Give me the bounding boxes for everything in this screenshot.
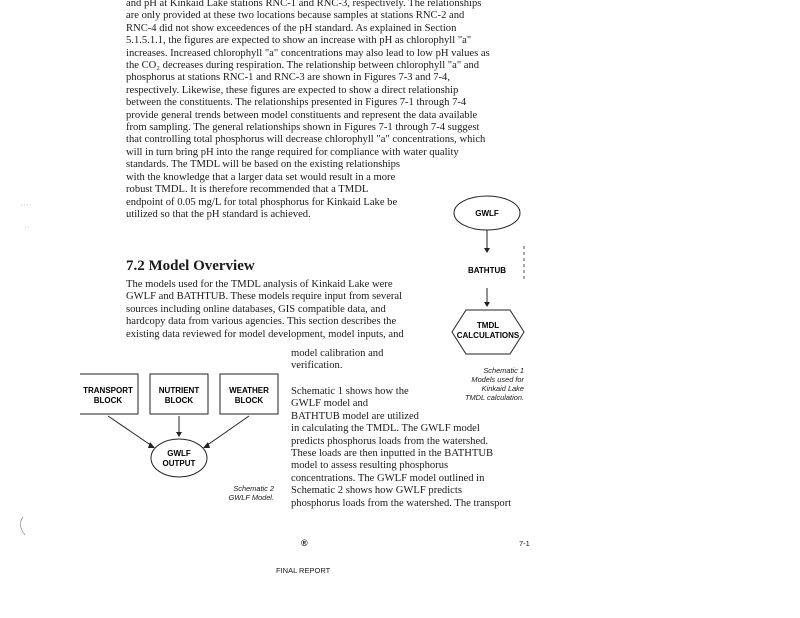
schematic-1-diagram — [430, 182, 540, 362]
gwlf-output-label-2: OUTPUT — [162, 459, 196, 468]
weather-block-label-2: BLOCK — [234, 396, 264, 405]
transport-block-label-2: BLOCK — [93, 396, 123, 405]
text-line: standards. The TMDL will be based on the existing relationships — [126, 159, 401, 171]
text-line: endpoint of 0.05 mg/L for total phosphorus for Kinkaid Lake be — [126, 196, 398, 208]
text-line: 5.1.5.1.1, the figures are expected to show an increase with pH as chlorophyll "a" — [126, 35, 472, 47]
text-line: from sampling. The general relationships shown in Figures 7-1 through 7-4 suggest — [126, 122, 480, 134]
section-paragraph-continued — [291, 348, 383, 373]
text-line: robust TMDL. It is therefore recommended that a TMDL — [126, 184, 369, 196]
transport-block-label-1: TRANSPORT — [83, 386, 133, 395]
report-label: FINAL REPORT — [276, 566, 331, 575]
arrowhead-icon — [176, 432, 182, 437]
caption-line: Schematic 2 — [233, 484, 274, 493]
caption-line: TMDL calculation. — [464, 393, 524, 402]
tmdl-node-label-2: CALCULATIONS — [456, 331, 520, 340]
text-line: predicts phosphorus loads from the watershed. — [291, 435, 489, 447]
text-line: will in turn bring pH into the range required for compliance with water quality — [126, 146, 459, 158]
scan-artifact — [15, 195, 45, 540]
arrow-weather-to-output — [206, 416, 249, 446]
page-number: 7-1 — [519, 539, 530, 548]
nutrient-block-label-2: BLOCK — [164, 396, 194, 405]
gwlf-output-shape — [151, 439, 207, 477]
text-line: existing data reviewed for model development, model inputs, and — [126, 328, 404, 340]
weather-block-label-1: WEATHER — [229, 386, 269, 395]
text-line: GWLF and BATHTUB. These models require input from several — [126, 291, 403, 303]
schematic-2-diagram — [70, 370, 285, 488]
gwlf-output-label-1: GWLF — [167, 449, 191, 458]
arrowhead-icon — [484, 248, 490, 253]
arrowhead-icon — [148, 442, 155, 448]
text-line: model to assess resulting phosphorus — [291, 460, 449, 472]
schematic-1-caption — [465, 366, 524, 402]
bathtub-node-label: BATHTUB — [467, 266, 507, 275]
text-line: RNC-4 did not show exceedences of the pH standard. As explained in Section — [126, 22, 457, 34]
text-line: These loads are then inputted in the BATHTUB — [291, 448, 494, 460]
text-line: hardcopy data from various agencies. This section describes the — [126, 316, 397, 328]
tmdl-node-label-1: TMDL — [476, 321, 500, 330]
arrow-transport-to-output — [108, 416, 152, 446]
text-line: increases. Increased chlorophyll "a" concentrations may also lead to low pH values as — [126, 47, 490, 59]
section-paragraph — [126, 279, 404, 341]
caption-line: Schematic 1 — [483, 366, 524, 375]
text-line: sources including online databases, GIS compatible data, and — [126, 303, 386, 315]
text-line: The models used for the TMDL analysis of Kinkaid Lake were — [126, 279, 393, 290]
text-line: with the knowledge that a larger data set would result in a more — [126, 171, 396, 183]
schematic-2-caption — [229, 484, 274, 502]
gwlf-node-label: GWLF — [475, 209, 499, 218]
text-line: that controlling total phosphorus will decrease chlorophyll "a" concentrations, which — [126, 134, 486, 146]
text-line: Schematic 2 shows how GWLF predicts — [291, 485, 462, 497]
section-heading: 7.2 Model Overview — [126, 258, 255, 274]
text-line: model calibration and — [291, 348, 384, 359]
text-line: between the constituents. The relationships presented in Figures 7-1 through 7-4 — [126, 97, 467, 109]
schematic-paragraph — [291, 386, 511, 510]
text-line: in calculating the TMDL. The GWLF model — [291, 423, 480, 435]
arrowhead-icon — [203, 442, 210, 448]
text-line: provide general trends between model constituents and represent the data available — [126, 109, 478, 121]
nutrient-block-label-1: NUTRIENT — [158, 386, 200, 395]
text-line: respectively. Likewise, these figures are expected to show a direct relationship — [126, 84, 459, 96]
text-line: and pH at Kinkaid Lake stations RNC-1 and RNC-3, respectively. The relationships — [126, 0, 482, 9]
text-line: utilized so that the pH standard is achieved. — [126, 208, 311, 220]
text-line: phosphorus loads from the watershed. The transport — [291, 497, 512, 509]
text-line: concentrations. The GWLF model outlined in — [291, 472, 485, 484]
caption-line: Kinkaid Lake — [481, 384, 524, 393]
caption-line: Models used for — [471, 375, 524, 384]
text-line: GWLF model and — [291, 398, 369, 410]
text-line: BATHTUB model are utilized — [291, 410, 419, 422]
footer-logo: ® — [301, 538, 308, 548]
arrowhead-icon — [484, 302, 490, 307]
text-line: verification. — [291, 360, 343, 372]
caption-line: GWLF Model. — [228, 493, 274, 502]
text-line: are only provided at these two locations because samples at stations RNC-2 and — [126, 10, 465, 22]
text-line: the CO₂ decreases during respiration. The relationship between chlorophyll "a" and — [126, 60, 480, 72]
text-line: Schematic 1 shows how the — [291, 386, 409, 397]
text-line: phosphorus at stations RNC-1 and RNC-3 are shown in Figures 7-3 and 7-4, — [126, 72, 450, 84]
